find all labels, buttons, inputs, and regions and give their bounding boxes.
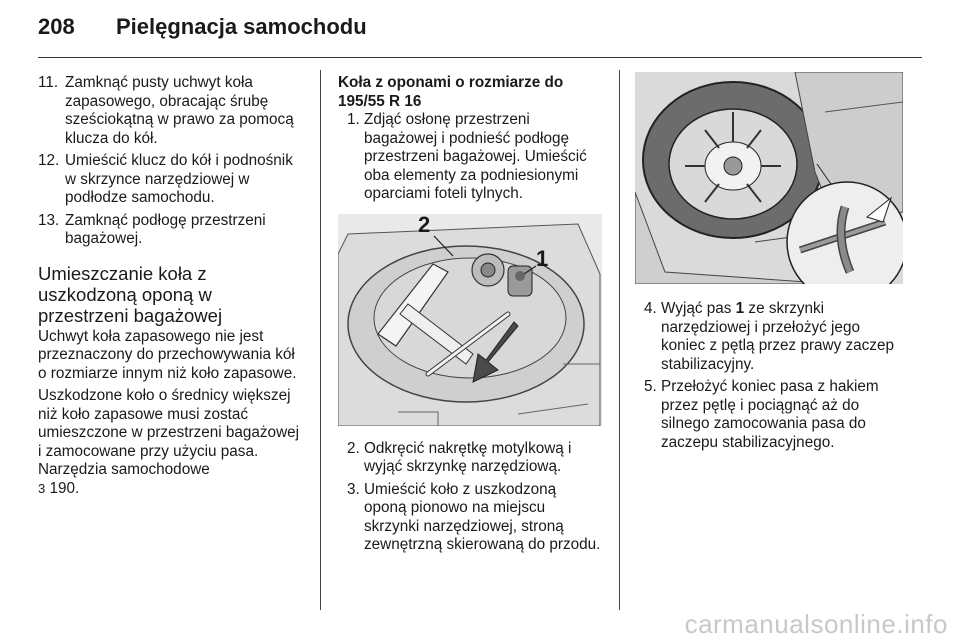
callout-label-2: 2 (418, 211, 431, 237)
step-text: Zamknąć pusty uchwyt koła zapasowego, obracając śrubę sześciokątną w prawo za pomocą klucza do kół. (65, 74, 294, 147)
toolbox-illustration (338, 211, 602, 426)
step-text: Zamknąć podłogę przestrzeni bagażowej. (65, 211, 266, 247)
page-header (38, 14, 367, 40)
paragraph-2 (38, 387, 306, 498)
paragraph-2-text: Uszkodzone koło o średnicy większej niż koło zapasowe musi zostać umieszczone w przestrzeni bagażowej i zamocowane przy użyciu pasa. Narzędzia samochodowe (38, 387, 300, 478)
column-2 (338, 74, 602, 559)
page-reference-link[interactable]: 190. (49, 479, 80, 497)
step-11 (38, 74, 306, 148)
callout-reference: 1 (735, 300, 745, 317)
step-number: 12. (38, 152, 60, 169)
step-text: Umieścić koło z uszkodzoną oponą pionowo na miejscu skrzynki narzędziowej, stroną zewnętrzną skierowaną do przodu. (364, 480, 601, 553)
reference-arrow-icon: 3 (38, 480, 46, 496)
step-number: 1. (347, 111, 360, 128)
paragraph-1: Uchwyt koła zapasowego nie jest przeznaczony do przechowywania kół o rozmiarze innym niż koło zapasowe. (38, 327, 297, 382)
step-number: 11. (38, 74, 59, 91)
step-text (661, 300, 905, 374)
step-2 (338, 440, 602, 477)
step-number: 2. (347, 439, 360, 457)
watermark: carmanualsonline.info (684, 609, 948, 639)
column-divider-1 (320, 70, 321, 610)
step-text: Przełożyć koniec pasa z hakiem przez pętlę i pociągnąć aż do silnego zamocowania pasa do zaczepu stabilizacyjnego. (661, 378, 879, 451)
column-3 (635, 74, 905, 456)
step-number: 5. (644, 378, 657, 395)
column-divider-2 (619, 70, 620, 610)
step-text-post: ze skrzynki narzędziowej i przełożyć jego koniec z pętlą przez prawy zaczep stabilizacyjny. (661, 300, 894, 373)
column-1 (38, 74, 306, 502)
step-number: 3. (347, 480, 360, 498)
step-text: Zdjąć osłonę przestrzeni bagażowej i podnieść podłogę przestrzeni bagażowej. Umieścić oba elementy za podniesionymi oparciami foteli tylnych. (364, 111, 587, 202)
page-number: 208 (38, 14, 75, 39)
step-number: 13. (38, 211, 60, 229)
subsection-heading: Koła z oponami o rozmiarze do 195/55 R 16 (338, 74, 564, 110)
step-number: 4. (644, 300, 657, 317)
spare-wheel-illustration (635, 72, 903, 284)
step-text: Umieścić klucz do kół i podnośnik w skrzynce narzędziowej w podłodze samochodu. (65, 152, 293, 206)
step-text: Odkręcić nakrętkę motylkową i wyjąć skrzynkę narzędziową. (364, 439, 572, 475)
step-3 (338, 481, 602, 555)
header-rule (38, 57, 922, 58)
step-13 (38, 212, 306, 249)
step-4 (635, 300, 905, 374)
callout-label-1: 1 (536, 245, 549, 271)
section-heading: Umieszczanie koła z uszkodzoną oponą w przestrzeni bagażowej (38, 262, 223, 326)
page-title: Pielęgnacja samochodu (116, 14, 367, 39)
step-text-pre: Wyjąć pas (661, 300, 736, 317)
step-12 (38, 152, 306, 208)
step-1 (338, 111, 602, 204)
step-5 (635, 378, 905, 452)
